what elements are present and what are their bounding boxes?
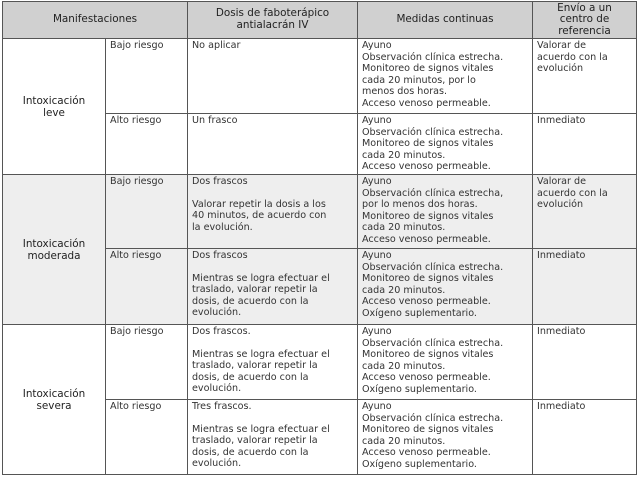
header-row xyxy=(3,2,637,39)
envio-cell: Valorar de acuerdo con la evolución xyxy=(533,175,637,249)
table-row xyxy=(3,39,637,114)
riesgo-cell: Alto riesgo xyxy=(106,400,188,475)
dosis-cell: Tres frascos. Mientras se logra efectuar el traslado, valorar repetir la dosis, de acuerdo con la evolución. xyxy=(188,400,358,475)
medidas-cell: Ayuno Observación clínica estrecha. Monitoreo de signos vitales cada 20 minutos. Acceso venoso permeable. Oxígeno suplementario. xyxy=(358,325,533,400)
header-medidas: Medidas continuas xyxy=(358,2,533,39)
envio-cell: Inmediato xyxy=(533,400,637,475)
medidas-cell: Ayuno Observación clínica estrecha. Monitoreo de signos vitales cada 20 minutos. Acceso venoso permeable. Oxígeno suplementario. xyxy=(358,249,533,325)
riesgo-cell: Alto riesgo xyxy=(106,114,188,175)
header-dosis-line: Dosis de faboterápico xyxy=(215,7,330,20)
treatment-table xyxy=(2,1,637,475)
header-dosis-line: antialacrán IV xyxy=(236,19,309,31)
medidas-cell: Ayuno Observación clínica estrecha. Monitoreo de signos vitales cada 20 minutos. Acceso venoso permeable. Oxígeno suplementario. xyxy=(358,400,533,475)
envio-cell: Inmediato xyxy=(533,249,637,325)
medidas-cell: Ayuno Observación clínica estrecha, por lo menos dos horas. Monitoreo de signos vitales cada 20 minutos. Acceso venoso permeable. xyxy=(358,175,533,249)
riesgo-cell: Alto riesgo xyxy=(106,249,188,325)
table-row xyxy=(3,175,637,249)
dosis-cell: No aplicar xyxy=(188,39,358,114)
header-envio-line: Envío a un xyxy=(557,1,612,14)
riesgo-cell: Bajo riesgo xyxy=(106,39,188,114)
medidas-cell: Ayuno Observación clínica estrecha. Monitoreo de signos vitales cada 20 minutos, por lo menos dos horas. Acceso venoso permeable. xyxy=(358,39,533,114)
header-envio-line: referencia xyxy=(558,24,611,37)
header-manifestaciones: Manifestaciones xyxy=(3,2,188,39)
manifestation-label-moderada: Intoxicación moderada xyxy=(3,175,106,325)
envio-cell: Inmediato xyxy=(533,325,637,400)
dosis-cell: Dos frascos. Mientras se logra efectuar el traslado, valorar repetir la dosis, de acuerdo con la evolución. xyxy=(188,325,358,400)
manifestation-label-severa: Intoxicación severa xyxy=(3,325,106,475)
riesgo-cell: Bajo riesgo xyxy=(106,325,188,400)
dosis-cell: Dos frascos Valorar repetir la dosis a los 40 minutos, de acuerdo con la evolución. xyxy=(188,175,358,249)
riesgo-cell: Bajo riesgo xyxy=(106,175,188,249)
header-envio xyxy=(533,2,637,39)
header-envio-line: centro de xyxy=(559,13,610,26)
dosis-cell: Un frasco xyxy=(188,114,358,175)
envio-cell: Inmediato xyxy=(533,114,637,175)
manifestation-label-leve: Intoxicación leve xyxy=(3,39,106,175)
table-row xyxy=(3,325,637,400)
header-dosis xyxy=(188,2,358,39)
envio-cell: Valorar de acuerdo con la evolución xyxy=(533,39,637,114)
medidas-cell: Ayuno Observación clínica estrecha. Monitoreo de signos vitales cada 20 minutos. Acceso venoso permeable. xyxy=(358,114,533,175)
dosis-cell: Dos frascos Mientras se logra efectuar el traslado, valorar repetir la dosis, de acuerdo con la evolución. xyxy=(188,249,358,325)
